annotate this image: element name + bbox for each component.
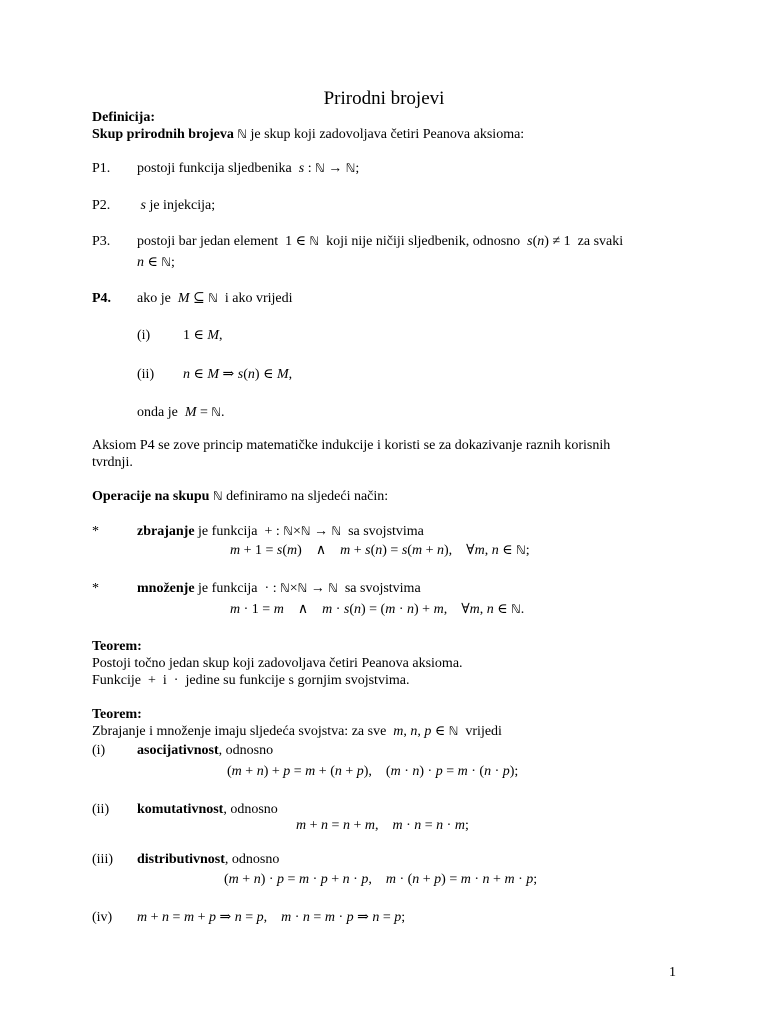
- axiom-p3-text-b: koji nije ničiji sljedbenik, odnosno: [326, 234, 521, 249]
- addition-star: *: [92, 524, 99, 539]
- axiom-p4-formula: M ⊆ ℕ: [174, 291, 218, 306]
- operations-intro: [92, 488, 388, 505]
- axiom-p4-i-label: (i): [137, 328, 151, 343]
- multiplication-formula: m · 1 = m ∧ m · s(n) = (m · n) + m, ∀m, n ∈ ℕ.: [230, 602, 525, 617]
- theorem2-intro-formula: m, n, p ∈ ℕ: [389, 724, 459, 739]
- plus-symbol: +: [144, 673, 160, 688]
- axiom-p4-text-b: i ako vrijedi: [224, 291, 293, 306]
- theorem1-line2-b: i: [162, 673, 167, 688]
- operations-bold: Operacije na skupu: [92, 489, 210, 504]
- distributivity-formula: (m + n) · p = m · p + n · p, m · (n + p) = m · n + m · p;: [224, 872, 538, 887]
- axiom-p2-label: P2.: [92, 198, 111, 213]
- cancellation-formula: m + n = m + p ⇒ n = p, m · n = m · p ⇒ n = p;: [137, 910, 406, 925]
- multiplication-text-b: sa svojstvima: [344, 581, 421, 596]
- induction-text-2: tvrdnji.: [92, 455, 133, 470]
- property-i: [137, 742, 273, 759]
- axiom-p4-i-formula: 1 ∈ M,: [183, 328, 223, 343]
- operations-rest: definiramo na sljedeći način:: [226, 489, 389, 504]
- axiom-p4-text-a: ako je: [137, 291, 171, 306]
- theorem1-line2-c: jedine su funkcije s gornjim svojstvima.: [185, 673, 410, 688]
- definition-intro-bold: Skup prirodnih brojeva: [92, 127, 234, 142]
- naturals-symbol: ℕ: [212, 489, 223, 503]
- axiom-p2-text: je injekcija;: [149, 198, 216, 213]
- definition-intro: [92, 126, 524, 143]
- axiom-p4-ii-formula: n ∈ M ⇒ s(n) ∈ M,: [183, 367, 293, 382]
- property-iii-rest: , odnosno: [224, 852, 280, 867]
- axiom-p1: [137, 160, 359, 177]
- definition-heading: Definicija:: [92, 110, 155, 125]
- theorem1-line2-a: Funkcije: [92, 673, 141, 688]
- dot-symbol: ·: [170, 673, 182, 688]
- theorem2-intro-b: vrijedi: [465, 724, 502, 739]
- axiom-p4: [137, 290, 293, 307]
- property-i-rest: , odnosno: [218, 743, 274, 758]
- property-iv-label: (iv): [92, 910, 113, 925]
- property-i-label: (i): [92, 743, 106, 758]
- property-iii-label: (iii): [92, 852, 113, 867]
- property-ii-label: (ii): [92, 802, 110, 817]
- addition-definition: [137, 523, 424, 540]
- definition-intro-rest: je skup koji zadovoljava četiri Peanova aksioma:: [250, 127, 525, 142]
- axiom-p3-formula-c: n ∈ ℕ;: [137, 255, 175, 270]
- axiom-p4-label: P4.: [92, 291, 112, 306]
- axiom-p1-label: P1.: [92, 161, 111, 176]
- theorem1-line1: Postoji točno jedan skup koji zadovoljava četiri Peanova aksioma.: [92, 656, 463, 671]
- associativity-formula: (m + n) + p = m + (n + p), (m · n) · p = m · (n · p);: [227, 764, 519, 779]
- addition-formula: m + 1 = s(m) ∧ m + s(n) = s(m + n), ∀m, n ∈ ℕ;: [230, 543, 530, 558]
- axiom-p3-text-c: za svaki: [577, 234, 624, 249]
- axiom-p4-conclusion-formula: M = ℕ.: [181, 405, 225, 420]
- theorem1-heading: Teorem:: [92, 639, 142, 654]
- theorem1-line2: [92, 672, 409, 689]
- addition-signature: + : ℕ×ℕ → ℕ: [261, 524, 342, 539]
- theorem2-intro: [92, 723, 502, 740]
- theorem2-intro-a: Zbrajanje i množenje imaju sljedeća svojstva: za sve: [92, 724, 387, 739]
- addition-bold: zbrajanje: [137, 524, 195, 539]
- addition-text-a: je funkcija: [198, 524, 258, 539]
- axiom-p3: [137, 233, 623, 250]
- property-i-bold: asocijativnost: [137, 743, 219, 758]
- multiplication-signature: · : ℕ×ℕ → ℕ: [261, 581, 338, 596]
- multiplication-definition: [137, 580, 421, 597]
- multiplication-text-a: je funkcija: [198, 581, 258, 596]
- commutativity-formula: m + n = n + m, m · n = n · m;: [296, 818, 469, 833]
- axiom-p4-conclusion: [137, 404, 225, 421]
- property-ii-bold: komutativnost: [137, 802, 224, 817]
- axiom-p4-ii-label: (ii): [137, 367, 155, 382]
- axiom-p3-formula-b: s(n) ≠ 1: [523, 234, 571, 249]
- axiom-p1-formula: s : ℕ → ℕ;: [295, 161, 360, 176]
- naturals-symbol: ℕ: [237, 127, 247, 141]
- axiom-p2: [137, 197, 215, 214]
- property-iii: [137, 851, 279, 868]
- property-iii-bold: distributivnost: [137, 852, 225, 867]
- induction-text-1: Aksiom P4 se zove princip matematičke indukcije i koristi se za dokazivanje raznih korisnih: [92, 438, 611, 453]
- axiom-p1-text: postoji funkcija sljedbenika: [137, 161, 292, 176]
- axiom-p2-symbol: s: [137, 198, 150, 213]
- axiom-p4-then: onda je: [137, 405, 178, 420]
- property-ii: [137, 801, 278, 818]
- page-title: Prirodni brojevi: [323, 88, 445, 109]
- multiplication-bold: množenje: [137, 581, 195, 596]
- addition-text-b: sa svojstvima: [348, 524, 424, 539]
- axiom-p3-formula-a: 1 ∈ ℕ: [281, 234, 320, 249]
- theorem2-heading: Teorem:: [92, 707, 142, 722]
- multiplication-star: *: [92, 581, 99, 596]
- property-ii-rest: , odnosno: [223, 802, 278, 817]
- axiom-p3-label: P3.: [92, 234, 111, 249]
- page-number: 1: [669, 965, 676, 980]
- axiom-p3-text-a: postoji bar jedan element: [137, 234, 279, 249]
